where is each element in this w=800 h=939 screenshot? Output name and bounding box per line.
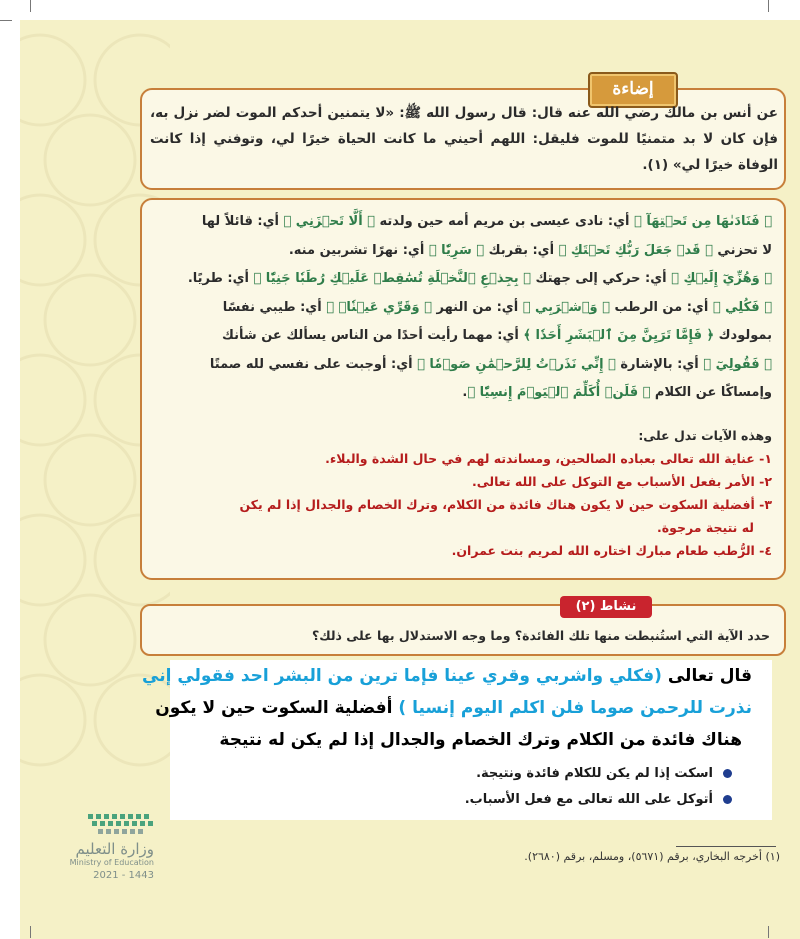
ministry-logo — [58, 812, 154, 882]
list-item: ٣- أفضلية السكوت حين لا يكون هناك فائدة من الكلام، وترك الخصام والجدال إذا لم يكن — [239, 497, 772, 512]
crop-mark — [768, 0, 769, 12]
ministry-year: 2021 - 1443 — [93, 870, 154, 881]
answer-area[interactable] — [142, 660, 772, 820]
answer-line: هناك فائدة من الكلام وترك الخصام والجدال إذا لم يكن له نتيجة — [219, 730, 742, 750]
explanation-line: بمولودك ﴿ فَإِمَّا تَرَيِنَّ مِنَ ٱلۡبَشَرِ أَحَدٗا ﴾ أي: مهما رأيت أحدًا من الناس يسألك عن شأنك — [222, 328, 772, 343]
explanation-line: ﴿ فَنَادَىٰهَا مِن تَحۡتِهَآ ﴾ أي: نادى عيسى بن مريم أمه حين ولدته ﴿ أَلَّا تَحۡزَنِي ﴾ أي: قائلاً لها — [201, 214, 772, 229]
list-item: ٤- الرُّطب طعام مبارك اختاره الله لمريم بنت عمران. — [451, 543, 772, 558]
hadith-text: عن أنس بن مالك رضي الله عنه قال: قال رسول الله ﷺ: «لا يتمنين أحدكم الموت لضر نزل به، فإن كان لا بد متمنيًا للموت فليقل: اللهم أحيني ما كانت الحياة خيرًا لي، وتوفني إذا كانت الوفاة خيرًا لي» (١). — [150, 105, 778, 173]
answer-prefix: قال تعالى — [667, 666, 752, 686]
list-item: ٢- الأمر بفعل الأسباب مع التوكل على الله تعالى. — [472, 474, 772, 489]
answer-text: أفضلية السكوت حين لا يكون — [155, 698, 399, 718]
bullet-icon — [723, 795, 732, 804]
bullet-text: أتوكل على الله تعالى مع فعل الأسباب. — [464, 792, 713, 807]
explanation-line: ﴿ فَقُولِيٓ ﴾ أي: بالإشارة ﴿ إِنِّي نَذَرۡتُ لِلرَّحۡمَٰنِ صَوۡمٗا ﴾ أي: أوجبت على نفسي لله صمتًا — [209, 356, 772, 372]
ministry-emblem-icon — [58, 812, 154, 840]
footnote: (١) أخرجه البخاري، برقم (٥٦٧١)، ومسلم، برقم (٢٦٨٠). — [524, 850, 780, 863]
lessons-list — [152, 424, 772, 562]
list-item: ١- عناية الله تعالى بعباده الصالحين، ومساندته لهم في حال الشدة والبلاء. — [325, 451, 772, 466]
answer-line — [155, 698, 752, 718]
list-item: له نتيجة مرجوة. — [657, 520, 754, 535]
ministry-name-en: Ministry of Education — [69, 858, 154, 867]
footnote-divider — [676, 846, 776, 847]
answer-line — [142, 666, 752, 686]
answer-bullet — [476, 766, 732, 781]
list-heading: وهذه الآيات تدل على: — [638, 428, 772, 443]
explanation-line: ﴿ وَهُزِّيٓ إِلَيۡكِ ﴾ أي: حركي إلى جهتك ﴿ بِجِذۡعِ ٱلنَّخۡلَةِ تُسَٰقِطۡ عَلَيۡكِ رُطَبٗا جَنِيّٗا ﴾ أي: طريًا. — [187, 271, 772, 286]
explanation-line: ﴿ فَكُلِي ﴾ أي: من الرطب ﴿ وَٱشۡرَبِي ﴾ أي: من النهر ﴿ وَقَرِّي عَيۡنٗاۖ ﴾ أي: طيبي نفسًا — [222, 299, 772, 315]
highlight-tag: إضاءة — [588, 72, 678, 108]
crop-mark — [0, 20, 12, 21]
bullet-icon — [723, 769, 732, 778]
explanation-line: لا تحزني ﴿ قَدۡ جَعَلَ رَبُّكِ تَحۡتَكِ ﴾ أي: بقربك ﴿ سَرِيّٗا ﴾ أي: نهرًا تشربين منه. — [288, 242, 772, 258]
crop-mark — [30, 0, 31, 12]
crop-mark — [30, 926, 31, 938]
crop-mark — [768, 926, 769, 938]
answer-quote: (فكلي واشربي وقري عينا فإما ترين من البشر احد فقولي إني — [142, 666, 662, 686]
answer-bullet — [465, 792, 732, 807]
ministry-name-ar: وزارة التعليم — [75, 840, 154, 858]
bullet-text: اسكت إذا لم يكن للكلام فائدة ونتيجة. — [476, 766, 713, 781]
activity-question: حدد الآية التي استُنبطت منها تلك الفائدة؟ وما وجه الاستدلال بها على ذلك؟ — [311, 628, 770, 643]
explanation-line: وإمساكًا عن الكلام ﴿ فَلَنۡ أُكَلِّمَ ٱلۡيَوۡمَ إِنسِيّٗا ﴾. — [462, 385, 772, 400]
answer-quote: نذرت للرحمن صوما فلن اكلم اليوم إنسيا ) — [398, 698, 752, 718]
activity-label: نشاط (٢) — [560, 596, 652, 618]
explanation-text — [152, 208, 772, 408]
